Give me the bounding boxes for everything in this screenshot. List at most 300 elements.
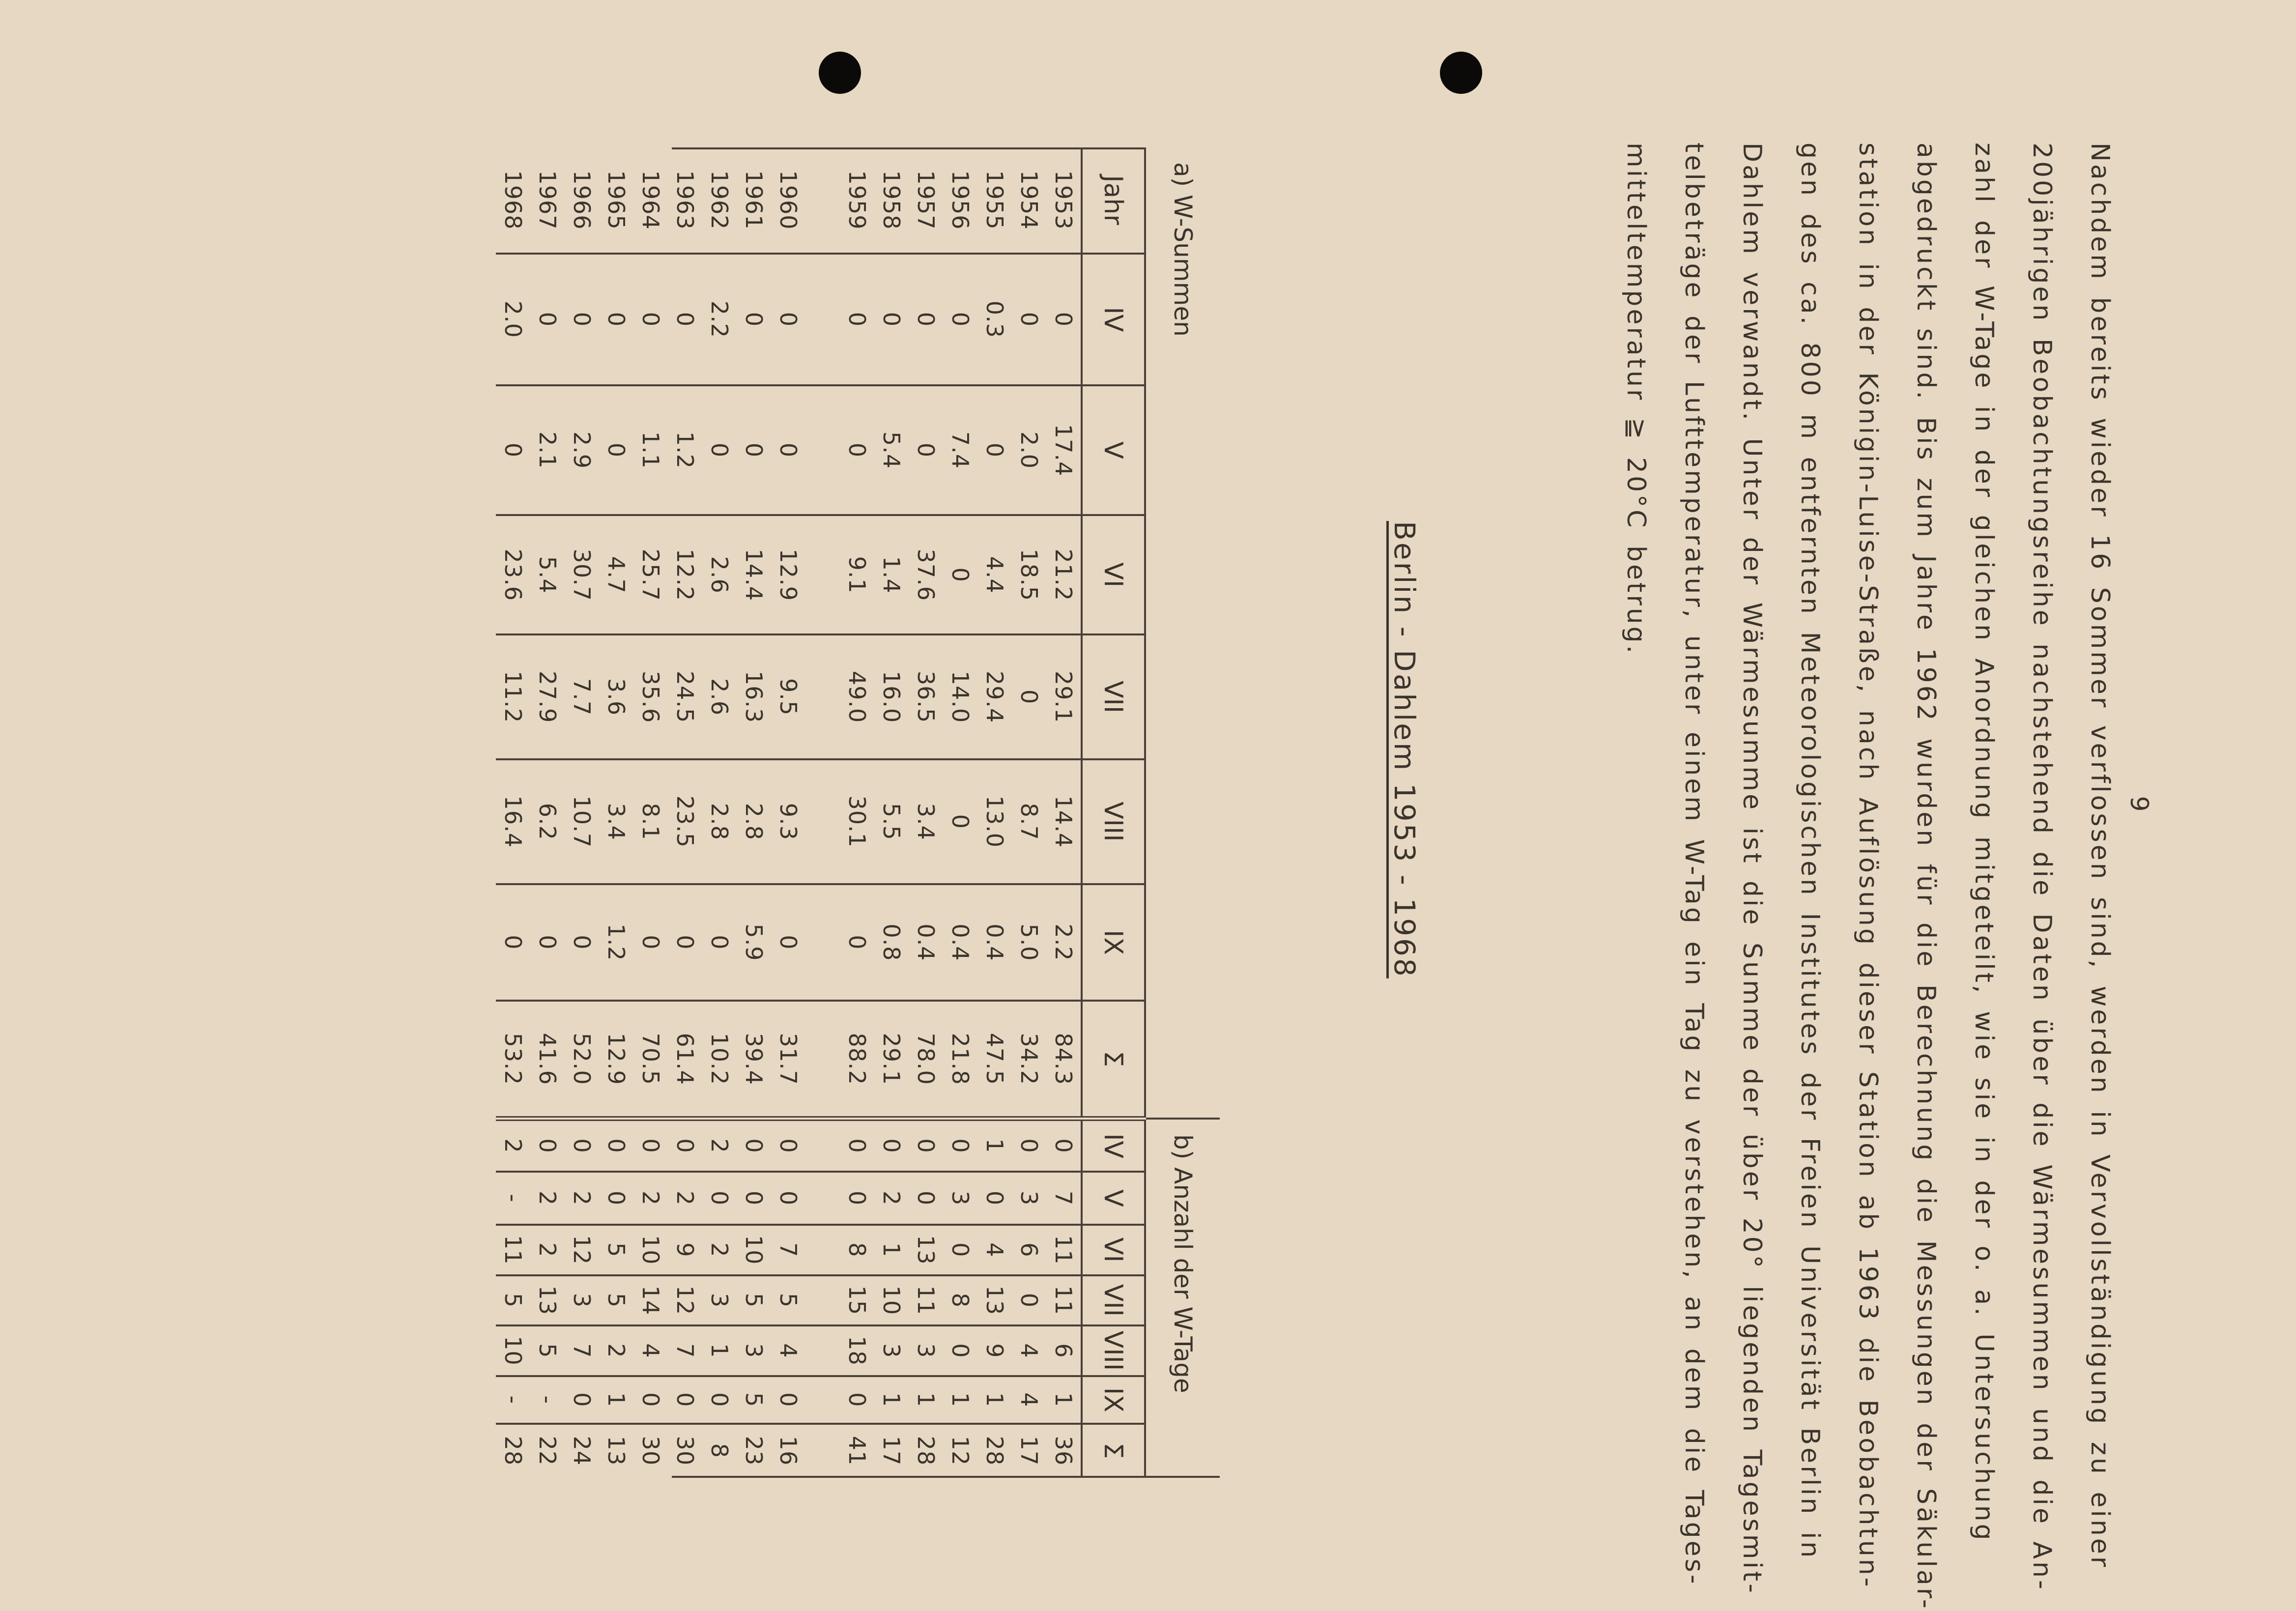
w-sum-cell: 0 xyxy=(530,254,565,385)
w-sum-cell: 0 xyxy=(943,515,977,634)
w-sum-cell: 9.5 xyxy=(771,634,805,759)
year-cell: 1955 xyxy=(981,170,1008,230)
w-days-cell: 0 xyxy=(947,1138,974,1153)
w-days-cell: 0 xyxy=(569,1138,595,1153)
w-days-cell: 4 xyxy=(1012,1325,1046,1376)
year-cell: 1967 xyxy=(534,170,561,230)
w-sum-cell: 0 xyxy=(771,385,805,516)
w-sum-cell: 16.4 xyxy=(496,759,530,884)
w-days-cell: 0 xyxy=(668,1376,702,1424)
w-sum-cell: 47.5 xyxy=(977,1001,1012,1119)
w-sum-cell: 0.4 xyxy=(909,884,943,1001)
w-sum-cell: 88.2 xyxy=(840,1001,874,1119)
w-sum-cell xyxy=(805,634,840,759)
col-header-a-ix: IX xyxy=(1082,884,1145,1001)
year-cell: 1957 xyxy=(913,170,939,230)
w-days-cell: 11 xyxy=(496,1225,530,1275)
w-days-cell: 8 xyxy=(702,1424,737,1477)
w-sum-cell: 0 xyxy=(737,254,771,385)
w-sum-cell: 2.8 xyxy=(737,759,771,884)
w-days-cell: 0 xyxy=(771,1376,805,1424)
section-a-label xyxy=(1145,147,1220,1119)
w-sum-cell xyxy=(805,759,840,884)
w-sum-cell: 39.4 xyxy=(737,1001,771,1119)
w-days-cell: 7 xyxy=(771,1225,805,1275)
table-row xyxy=(1012,147,1046,1477)
w-sum-cell: 0 xyxy=(874,254,909,385)
w-sum-cell: 4.4 xyxy=(977,515,1012,634)
w-days-cell: 13 xyxy=(909,1225,943,1275)
table-row xyxy=(599,147,633,1477)
col-header-a-viii: VIII xyxy=(1082,759,1145,884)
w-sum-cell: 1.1 xyxy=(633,385,668,516)
table-title: Berlin - Dahlem 1953 - 1968 xyxy=(1388,521,1421,978)
year-cell: 1968 xyxy=(500,170,526,230)
w-sum-cell: 29.1 xyxy=(874,1001,909,1119)
w-days-cell: 1 xyxy=(599,1376,633,1424)
table-row xyxy=(943,147,977,1477)
w-days-cell: 24 xyxy=(565,1424,599,1477)
col-header-a-vii: VII xyxy=(1082,634,1145,759)
intro-paragraph xyxy=(1607,143,2129,1611)
col-header-b-iv: IV xyxy=(1082,1119,1145,1172)
col-header-b-ix: IX xyxy=(1082,1376,1145,1424)
w-sum-cell: 0 xyxy=(840,884,874,1001)
w-days-cell: 5 xyxy=(737,1376,771,1424)
w-days-cell: 5 xyxy=(530,1325,565,1376)
w-sum-cell: 23.6 xyxy=(496,515,530,634)
paragraph-line: station in der Königin-Luise-Straße, nach Auflösung dieser Station ab 1963 die Beobachtun- xyxy=(1853,143,1883,1589)
table-row xyxy=(840,147,874,1477)
w-sum-cell: 0 xyxy=(668,884,702,1001)
w-sum-cell: 0 xyxy=(668,254,702,385)
w-sum-cell: 0 xyxy=(1012,634,1046,759)
w-days-cell: 28 xyxy=(909,1424,943,1477)
w-days-cell: 0 xyxy=(702,1376,737,1424)
w-days-cell: 10 xyxy=(737,1225,771,1275)
w-days-cell: 17 xyxy=(1012,1424,1046,1477)
w-sum-cell: 5.5 xyxy=(874,759,909,884)
w-sum-cell: 7.7 xyxy=(565,634,599,759)
w-days-cell: 0 xyxy=(771,1172,805,1225)
year-cell: 1954 xyxy=(1016,170,1042,230)
w-days-cell: 36 xyxy=(1046,1424,1082,1477)
w-days-cell: - xyxy=(496,1376,530,1424)
w-sum-cell: 0 xyxy=(530,884,565,1001)
w-days-cell: 3 xyxy=(909,1325,943,1376)
w-sum-cell xyxy=(805,515,840,634)
table-row xyxy=(702,147,737,1477)
w-days-cell: 6 xyxy=(1012,1225,1046,1275)
w-sum-cell: 0 xyxy=(633,884,668,1001)
w-sum-cell: 49.0 xyxy=(840,634,874,759)
table-row xyxy=(909,147,943,1477)
year-cell: 1959 xyxy=(844,170,870,230)
w-sum-cell: 6.2 xyxy=(530,759,565,884)
w-sum-cell: 36.5 xyxy=(909,634,943,759)
w-days-cell: 7 xyxy=(565,1325,599,1376)
w-sum-cell: 0 xyxy=(1012,254,1046,385)
paragraph-line: telbeträge der Lufttemperatur, unter einem W-Tag ein Tag zu verstehen, an dem die Tages- xyxy=(1679,143,1709,1586)
w-sum-cell xyxy=(805,1001,840,1119)
w-days-cell: 41 xyxy=(840,1424,874,1477)
paragraph-line: 200jährigen Beobachtungsreihe nachstehend die Daten über die Wärmesummen und die An- xyxy=(2027,143,2057,1592)
section-a-label-text: a) W-Summen xyxy=(1169,162,1197,337)
w-days-cell: 2 xyxy=(530,1225,565,1275)
w-days-cell: 1 xyxy=(909,1376,943,1424)
w-days-cell: 3 xyxy=(943,1172,977,1225)
w-days-cell: 0 xyxy=(977,1172,1012,1225)
w-days-cell: 2 xyxy=(530,1172,565,1225)
w-sum-cell: 2.8 xyxy=(702,759,737,884)
year-cell: 1963 xyxy=(672,170,698,230)
w-sum-cell: 5.4 xyxy=(530,515,565,634)
w-sum-cell: 12.2 xyxy=(668,515,702,634)
w-sum-cell: 37.6 xyxy=(909,515,943,634)
w-days-cell: 0 xyxy=(672,1138,698,1153)
w-sum-cell: 41.6 xyxy=(530,1001,565,1119)
w-sum-cell: 0 xyxy=(943,759,977,884)
w-days-cell xyxy=(805,1119,840,1172)
paragraph-line: mitteltemperatur ≧ 20°C betrug. xyxy=(1621,143,1651,656)
w-days-cell: 12 xyxy=(668,1275,702,1326)
w-days-cell: 4 xyxy=(977,1225,1012,1275)
w-sum-cell: 2.2 xyxy=(702,254,737,385)
year-cell: 1956 xyxy=(947,170,974,230)
w-days-cell: 2 xyxy=(668,1172,702,1225)
w-days-cell: 11 xyxy=(909,1275,943,1326)
w-days-cell: 4 xyxy=(771,1325,805,1376)
w-sum-cell: 2.9 xyxy=(565,385,599,516)
col-header-b-viii: VIII xyxy=(1082,1325,1145,1376)
w-days-cell: 0 xyxy=(1016,1138,1042,1153)
w-sum-cell: 21.8 xyxy=(943,1001,977,1119)
table-row xyxy=(1046,147,1082,1477)
w-days-cell: 1 xyxy=(977,1376,1012,1424)
w-days-cell: 0 xyxy=(702,1172,737,1225)
w-days-cell: 1 xyxy=(874,1376,909,1424)
w-days-cell: 6 xyxy=(1046,1325,1082,1376)
w-sum-cell: 9.1 xyxy=(840,515,874,634)
w-sum-cell: 2.0 xyxy=(1012,385,1046,516)
w-days-cell: 11 xyxy=(1046,1275,1082,1326)
w-sum-cell: 0.4 xyxy=(943,884,977,1001)
w-days-cell: - xyxy=(530,1376,565,1424)
w-sum-cell: 0 xyxy=(565,254,599,385)
paragraph-line: Dahlem verwandt. Unter der Wärmesumme ist die Summe der über 20° liegenden Tagesmit- xyxy=(1737,143,1767,1595)
w-days-cell: 28 xyxy=(977,1424,1012,1477)
w-days-cell: 0 xyxy=(741,1138,767,1153)
w-days-cell xyxy=(805,1325,840,1376)
w-sum-cell: 0 xyxy=(840,385,874,516)
table-row xyxy=(668,147,702,1477)
w-sum-cell: 7.4 xyxy=(943,385,977,516)
year-cell: 1965 xyxy=(603,170,630,230)
table-row xyxy=(977,147,1012,1477)
w-days-cell: 17 xyxy=(874,1424,909,1477)
w-sum-cell: 3.4 xyxy=(909,759,943,884)
w-days-cell: 2 xyxy=(633,1172,668,1225)
w-sum-cell: 0.8 xyxy=(874,884,909,1001)
w-days-cell: 2 xyxy=(565,1172,599,1225)
w-days-cell: 2 xyxy=(599,1325,633,1376)
w-days-cell: 0 xyxy=(633,1376,668,1424)
table-row xyxy=(565,147,599,1477)
w-sum-cell: 5.4 xyxy=(874,385,909,516)
w-days-cell: 8 xyxy=(943,1275,977,1326)
w-days-cell: 1 xyxy=(981,1138,1008,1153)
w-sum-cell: 2.0 xyxy=(496,254,530,385)
w-sum-cell: 1.2 xyxy=(599,884,633,1001)
w-days-cell: 0 xyxy=(599,1172,633,1225)
w-days-cell: 0 xyxy=(909,1172,943,1225)
w-days-cell: 8 xyxy=(840,1225,874,1275)
w-days-cell: 3 xyxy=(737,1325,771,1376)
col-header-b-vi: VI xyxy=(1082,1225,1145,1275)
w-days-cell: 5 xyxy=(771,1275,805,1326)
w-sum-cell: 14.0 xyxy=(943,634,977,759)
table-body xyxy=(496,147,1082,1477)
w-days-cell: 1 xyxy=(1046,1376,1082,1424)
w-sum-cell: 31.7 xyxy=(771,1001,805,1119)
w-sum-cell: 0.4 xyxy=(977,884,1012,1001)
w-days-cell: 0 xyxy=(943,1225,977,1275)
w-sum-cell xyxy=(805,254,840,385)
w-sum-cell: 14.4 xyxy=(1046,759,1082,884)
w-sum-cell: 18.5 xyxy=(1012,515,1046,634)
w-sum-cell: 9.3 xyxy=(771,759,805,884)
w-days-cell: 10 xyxy=(496,1325,530,1376)
w-sum-cell: 0 xyxy=(771,254,805,385)
w-days-cell: 2 xyxy=(706,1138,733,1153)
w-days-cell: 13 xyxy=(977,1275,1012,1326)
w-days-cell: 10 xyxy=(633,1225,668,1275)
w-days-cell: 5 xyxy=(599,1225,633,1275)
w-days-cell: - xyxy=(496,1172,530,1225)
w-days-cell: 3 xyxy=(874,1325,909,1376)
w-days-cell: 14 xyxy=(633,1275,668,1326)
col-header-b-v: V xyxy=(1082,1172,1145,1225)
w-days-cell: 30 xyxy=(668,1424,702,1477)
col-header-a-iv: IV xyxy=(1082,254,1145,385)
w-days-cell: 5 xyxy=(599,1275,633,1326)
year-cell: 1960 xyxy=(775,170,802,230)
w-sum-cell: 8.1 xyxy=(633,759,668,884)
w-sum-cell: 13.0 xyxy=(977,759,1012,884)
w-sum-cell: 30.1 xyxy=(840,759,874,884)
w-days-cell: 9 xyxy=(977,1325,1012,1376)
table-row xyxy=(530,147,565,1477)
w-sum-cell: 16.0 xyxy=(874,634,909,759)
w-days-cell: 30 xyxy=(633,1424,668,1477)
w-sum-cell: 52.0 xyxy=(565,1001,599,1119)
w-days-cell: 0 xyxy=(775,1138,802,1153)
w-sum-cell: 0 xyxy=(943,254,977,385)
w-sum-cell: 17.4 xyxy=(1046,385,1082,516)
w-days-cell: 22 xyxy=(530,1424,565,1477)
w-days-cell: 7 xyxy=(668,1325,702,1376)
w-days-cell: 13 xyxy=(530,1275,565,1326)
w-days-cell xyxy=(805,1172,840,1225)
w-sum-cell: 4.7 xyxy=(599,515,633,634)
year-cell: 1961 xyxy=(741,170,767,230)
w-days-cell: 0 xyxy=(840,1172,874,1225)
w-days-cell: 18 xyxy=(840,1325,874,1376)
w-sum-cell: 0 xyxy=(565,884,599,1001)
w-days-cell: 5 xyxy=(737,1275,771,1326)
col-header-a-vi: VI xyxy=(1082,515,1145,634)
w-sum-cell: 61.4 xyxy=(668,1001,702,1119)
w-sum-cell: 2.1 xyxy=(530,385,565,516)
table-row xyxy=(805,147,840,1477)
w-sum-cell: 27.9 xyxy=(530,634,565,759)
w-days-cell: 0 xyxy=(878,1138,905,1153)
paragraph-line: Nachdem bereits wieder 16 Sommer verflossen sind, werden in Vervollständigung zu einer xyxy=(2085,143,2115,1570)
w-sum-cell: 0 xyxy=(977,385,1012,516)
w-days-cell: 3 xyxy=(702,1275,737,1326)
col-header-b-vii: VII xyxy=(1082,1275,1145,1326)
paragraph-line: gen des ca. 800 m entfernten Meteorologischen Institutes der Freien Universität Berlin in xyxy=(1795,143,1825,1560)
w-days-cell: 0 xyxy=(913,1138,939,1153)
w-sum-cell: 34.2 xyxy=(1012,1001,1046,1119)
w-days-cell: 9 xyxy=(668,1225,702,1275)
w-days-cell: 23 xyxy=(737,1424,771,1477)
w-sum-cell: 0.3 xyxy=(977,254,1012,385)
w-sum-cell: 24.5 xyxy=(668,634,702,759)
w-days-cell: 0 xyxy=(534,1138,561,1153)
year-cell: 1964 xyxy=(637,170,664,230)
w-days-cell: 11 xyxy=(1046,1225,1082,1275)
w-sum-cell: 0 xyxy=(633,254,668,385)
w-sum-cell: 2.6 xyxy=(702,515,737,634)
warmth-table xyxy=(496,147,1220,1477)
w-sum-cell: 8.7 xyxy=(1012,759,1046,884)
paragraph-line: abgedruckt sind. Bis zum Jahre 1962 wurden für die Berechnung die Messungen der Säkular- xyxy=(1911,143,1941,1611)
w-sum-cell xyxy=(805,385,840,516)
w-sum-cell: 53.2 xyxy=(496,1001,530,1119)
w-days-cell: 2 xyxy=(500,1138,526,1153)
w-sum-cell: 21.2 xyxy=(1046,515,1082,634)
w-days-cell xyxy=(805,1376,840,1424)
w-sum-cell: 1.4 xyxy=(874,515,909,634)
year-cell xyxy=(805,147,840,254)
w-sum-cell: 35.6 xyxy=(633,634,668,759)
w-sum-cell: 0 xyxy=(496,884,530,1001)
w-days-cell: 0 xyxy=(565,1376,599,1424)
w-days-cell: 0 xyxy=(844,1138,870,1153)
w-sum-cell: 0 xyxy=(496,385,530,516)
table-row xyxy=(771,147,805,1477)
w-sum-cell: 16.3 xyxy=(737,634,771,759)
w-sum-cell: 29.1 xyxy=(1046,634,1082,759)
w-days-cell: 2 xyxy=(874,1172,909,1225)
year-cell: 1962 xyxy=(706,170,733,230)
w-sum-cell: 29.4 xyxy=(977,634,1012,759)
w-days-cell: 10 xyxy=(874,1275,909,1326)
w-days-cell: 0 xyxy=(637,1138,664,1153)
w-days-cell: 1 xyxy=(874,1225,909,1275)
w-sum-cell: 14.4 xyxy=(737,515,771,634)
w-sum-cell: 11.2 xyxy=(496,634,530,759)
w-sum-cell: 0 xyxy=(599,254,633,385)
w-days-cell: 1 xyxy=(702,1325,737,1376)
w-days-cell: 16 xyxy=(771,1424,805,1477)
w-days-cell: 3 xyxy=(1012,1172,1046,1225)
w-sum-cell: 0 xyxy=(737,385,771,516)
col-header-a-sum: Σ xyxy=(1082,1001,1145,1119)
w-days-cell: 12 xyxy=(565,1225,599,1275)
w-sum-cell: 0 xyxy=(599,385,633,516)
w-sum-cell: 0 xyxy=(909,254,943,385)
w-days-cell xyxy=(805,1424,840,1477)
w-days-cell: 15 xyxy=(840,1275,874,1326)
w-sum-cell: 0 xyxy=(771,884,805,1001)
w-sum-cell: 70.5 xyxy=(633,1001,668,1119)
section-b-label xyxy=(1145,1119,1220,1477)
w-sum-cell: 12.9 xyxy=(771,515,805,634)
year-cell: 1958 xyxy=(878,170,905,230)
w-sum-cell: 3.6 xyxy=(599,634,633,759)
w-sum-cell: 1.2 xyxy=(668,385,702,516)
w-sum-cell: 12.9 xyxy=(599,1001,633,1119)
w-days-cell: 4 xyxy=(633,1325,668,1376)
w-days-cell: 0 xyxy=(943,1325,977,1376)
year-cell: 1953 xyxy=(1050,170,1077,230)
w-sum-cell: 0 xyxy=(1046,254,1082,385)
w-days-cell: 12 xyxy=(943,1424,977,1477)
w-sum-cell: 0 xyxy=(840,254,874,385)
w-days-cell: 0 xyxy=(603,1138,630,1153)
w-days-cell: 28 xyxy=(496,1424,530,1477)
w-sum-cell: 0 xyxy=(702,884,737,1001)
table-row xyxy=(737,147,771,1477)
paragraph-line: zahl der W-Tage in der gleichen Anordnung mitgeteilt, wie sie in der o. a. Untersuchung xyxy=(1969,143,1999,1543)
w-days-cell: 2 xyxy=(702,1225,737,1275)
w-days-cell xyxy=(805,1275,840,1326)
year-cell: 1966 xyxy=(569,170,595,230)
w-sum-cell: 0 xyxy=(702,385,737,516)
w-sum-cell: 2.6 xyxy=(702,634,737,759)
w-sum-cell: 25.7 xyxy=(633,515,668,634)
w-days-cell: 7 xyxy=(1046,1172,1082,1225)
w-days-cell: 0 xyxy=(840,1376,874,1424)
w-days-cell: 5 xyxy=(496,1275,530,1326)
table-row xyxy=(496,147,530,1477)
w-sum-cell: 23.5 xyxy=(668,759,702,884)
w-sum-cell xyxy=(805,884,840,1001)
w-days-cell: 0 xyxy=(1012,1275,1046,1326)
table-row xyxy=(633,147,668,1477)
w-sum-cell: 5.0 xyxy=(1012,884,1046,1001)
w-days-cell xyxy=(805,1225,840,1275)
table-row xyxy=(874,147,909,1477)
w-days-cell: 0 xyxy=(737,1172,771,1225)
w-sum-cell: 10.2 xyxy=(702,1001,737,1119)
w-sum-cell: 5.9 xyxy=(737,884,771,1001)
col-header-year: Jahr xyxy=(1082,147,1145,254)
w-days-cell: 1 xyxy=(943,1376,977,1424)
w-sum-cell: 3.4 xyxy=(599,759,633,884)
w-sum-cell: 2.2 xyxy=(1046,884,1082,1001)
w-days-cell: 13 xyxy=(599,1424,633,1477)
w-sum-cell: 30.7 xyxy=(565,515,599,634)
section-b-label-text: b) Anzahl der W-Tage xyxy=(1169,1134,1197,1393)
w-sum-cell: 0 xyxy=(909,385,943,516)
w-days-cell: 0 xyxy=(1050,1138,1077,1153)
w-sum-cell: 10.7 xyxy=(565,759,599,884)
w-days-cell: 3 xyxy=(565,1275,599,1326)
col-header-b-sum: Σ xyxy=(1082,1424,1145,1477)
